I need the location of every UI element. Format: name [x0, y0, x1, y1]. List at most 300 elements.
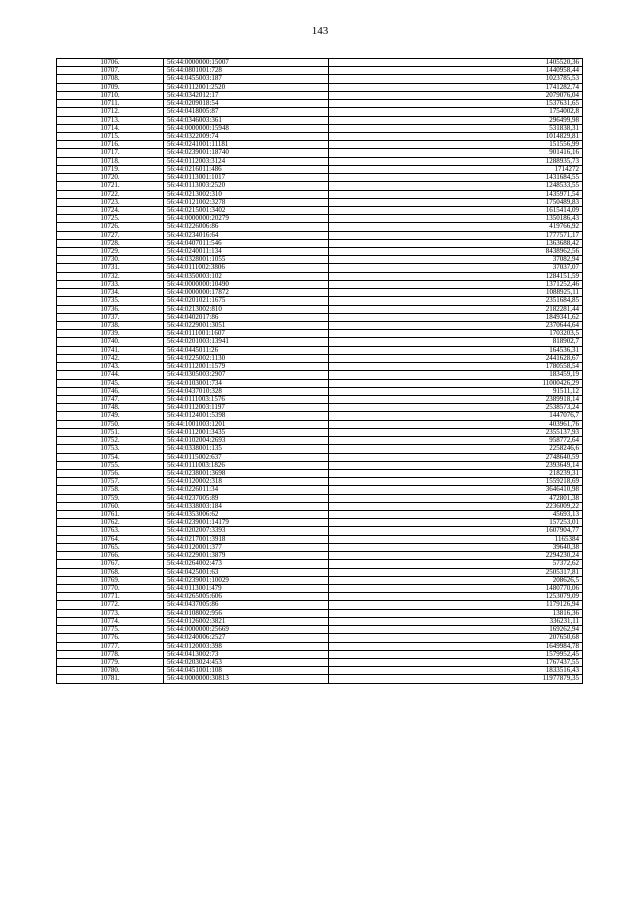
value-cell: 1649984,78 [329, 642, 583, 650]
value-cell: 1014829,81 [329, 132, 583, 140]
value-cell: 2538573,24 [329, 404, 583, 412]
row-number-cell: 10778. [57, 650, 164, 658]
cadastral-number-cell: 56:44:1001003:1201 [164, 420, 329, 428]
value-cell: 958772,64 [329, 437, 583, 445]
page-number: 143 [311, 25, 329, 37]
row-number-cell: 10775. [57, 626, 164, 634]
row-number-cell: 10738. [57, 322, 164, 330]
table-row [57, 239, 583, 247]
table-row [57, 297, 583, 305]
row-number-cell: 10755. [57, 461, 164, 469]
cadastral-number-cell: 56:44:0202007:3393 [164, 527, 329, 535]
row-number-cell: 10736. [57, 305, 164, 313]
table-row [57, 437, 583, 445]
row-number-cell: 10739. [57, 330, 164, 338]
row-number-cell: 10777. [57, 642, 164, 650]
cadastral-number-cell: 56:44:0322009:74 [164, 132, 329, 140]
value-cell: 1714272 [329, 165, 583, 173]
table-row [57, 552, 583, 560]
cadastral-number-cell: 56:44:0121002:3278 [164, 198, 329, 206]
row-number-cell: 10743. [57, 363, 164, 371]
value-cell: 1833516,43 [329, 667, 583, 675]
row-number-cell: 10707. [57, 67, 164, 75]
value-cell: 2182281,44 [329, 305, 583, 313]
table-row [57, 313, 583, 321]
value-cell: 37037,07 [329, 264, 583, 272]
value-cell: 1480770,06 [329, 585, 583, 593]
table-row [57, 634, 583, 642]
table-row [57, 420, 583, 428]
cadastral-number-cell: 56:44:0239001:10029 [164, 576, 329, 584]
table-row [57, 412, 583, 420]
cadastral-number-cell: 56:44:0240011:134 [164, 248, 329, 256]
row-number-cell: 10711. [57, 100, 164, 108]
value-cell: 1435971,54 [329, 190, 583, 198]
value-cell: 2748640,59 [329, 453, 583, 461]
table-row [57, 231, 583, 239]
registry-table [56, 58, 583, 684]
value-cell: 37082,94 [329, 256, 583, 264]
cadastral-number-cell: 56:44:0000000:10490 [164, 280, 329, 288]
value-cell: 157253,01 [329, 519, 583, 527]
value-cell: 1371252,46 [329, 280, 583, 288]
value-cell: 1750489,83 [329, 198, 583, 206]
table-row [57, 346, 583, 354]
table-row [57, 149, 583, 157]
table-row [57, 264, 583, 272]
cadastral-number-cell: 56:44:0418005:87 [164, 108, 329, 116]
value-cell: 1363688,42 [329, 239, 583, 247]
cadastral-number-cell: 56:44:0102004:2693 [164, 437, 329, 445]
cadastral-number-cell: 56:44:0455003:187 [164, 75, 329, 83]
row-number-cell: 10725. [57, 215, 164, 223]
cadastral-number-cell: 56:44:0353006:62 [164, 511, 329, 519]
value-cell: 1607904,77 [329, 527, 583, 535]
cadastral-number-cell: 56:44:0445011:26 [164, 346, 329, 354]
table-row [57, 478, 583, 486]
table-row [57, 601, 583, 609]
row-number-cell: 10770. [57, 585, 164, 593]
cadastral-number-cell: 56:44:0113001:1017 [164, 174, 329, 182]
value-cell: 1431684,55 [329, 174, 583, 182]
cadastral-number-cell: 56:44:0120003:398 [164, 642, 329, 650]
table-row [57, 108, 583, 116]
row-number-cell: 10774. [57, 617, 164, 625]
cadastral-number-cell: 56:44:0000000:15007 [164, 59, 329, 67]
value-cell: 1350186,43 [329, 215, 583, 223]
row-number-cell: 10740. [57, 338, 164, 346]
table-row [57, 667, 583, 675]
row-number-cell: 10767. [57, 560, 164, 568]
row-number-cell: 10733. [57, 280, 164, 288]
value-cell: 818902,7 [329, 338, 583, 346]
value-cell: 11977879,35 [329, 675, 583, 683]
value-cell: 1248533,55 [329, 182, 583, 190]
cadastral-number-cell: 56:44:0229001:3879 [164, 552, 329, 560]
table-row [57, 75, 583, 83]
cadastral-number-cell: 56:44:0108002:956 [164, 609, 329, 617]
value-cell: 1088925,11 [329, 289, 583, 297]
cadastral-number-cell: 56:44:0226006:86 [164, 223, 329, 231]
cadastral-number-cell: 56:44:0238001:3698 [164, 469, 329, 477]
row-number-cell: 10715. [57, 132, 164, 140]
row-number-cell: 10734. [57, 289, 164, 297]
row-number-cell: 10753. [57, 445, 164, 453]
value-cell: 11000426,29 [329, 379, 583, 387]
value-cell: 2355137,93 [329, 428, 583, 436]
cadastral-number-cell: 56:44:0425001:63 [164, 568, 329, 576]
row-number-cell: 10756. [57, 469, 164, 477]
table-row [57, 272, 583, 280]
value-cell: 3646410,98 [329, 486, 583, 494]
row-number-cell: 10748. [57, 404, 164, 412]
value-cell: 8438962,56 [329, 248, 583, 256]
cadastral-number-cell: 56:44:0226011:34 [164, 486, 329, 494]
value-cell: 1165384 [329, 535, 583, 543]
table-row [57, 363, 583, 371]
cadastral-number-cell: 56:44:0112003:3124 [164, 157, 329, 165]
value-cell: 1447076,7 [329, 412, 583, 420]
value-cell: 218239,31 [329, 469, 583, 477]
cadastral-number-cell: 56:44:0120002:318 [164, 478, 329, 486]
value-cell: 403961,76 [329, 420, 583, 428]
table-row [57, 494, 583, 502]
table-row [57, 330, 583, 338]
cadastral-number-cell: 56:44:0265005:606 [164, 593, 329, 601]
row-number-cell: 10726. [57, 223, 164, 231]
cadastral-number-cell: 56:44:0111003:1826 [164, 461, 329, 469]
row-number-cell: 10706. [57, 59, 164, 67]
row-number-cell: 10780. [57, 667, 164, 675]
cadastral-number-cell: 56:44:0346003:361 [164, 116, 329, 124]
value-cell: 1703203,5 [329, 330, 583, 338]
cadastral-number-cell: 56:44:0201021:1675 [164, 297, 329, 305]
value-cell: 91511,12 [329, 387, 583, 395]
row-number-cell: 10779. [57, 658, 164, 666]
cadastral-number-cell: 56:44:0112001:1579 [164, 363, 329, 371]
cadastral-number-cell: 56:44:0000000:17872 [164, 289, 329, 297]
value-cell: 1288935,73 [329, 157, 583, 165]
table-row [57, 535, 583, 543]
table-row [57, 289, 583, 297]
value-cell: 1777571,17 [329, 231, 583, 239]
cadastral-number-cell: 56:44:0225002:1130 [164, 354, 329, 362]
table-row [57, 519, 583, 527]
value-cell: 1754002,8 [329, 108, 583, 116]
table-row [57, 642, 583, 650]
cadastral-number-cell: 56:44:0124001:5398 [164, 412, 329, 420]
cadastral-number-cell: 56:44:0239001:18740 [164, 149, 329, 157]
cadastral-number-cell: 56:44:0000000:15948 [164, 124, 329, 132]
table-row [57, 190, 583, 198]
value-cell: 183459,19 [329, 371, 583, 379]
row-number-cell: 10716. [57, 141, 164, 149]
row-number-cell: 10776. [57, 634, 164, 642]
cadastral-number-cell: 56:44:0402017:86 [164, 313, 329, 321]
cadastral-number-cell: 56:44:0112001:3435 [164, 428, 329, 436]
cadastral-number-cell: 56:44:0342012:17 [164, 91, 329, 99]
value-cell: 296499,98 [329, 116, 583, 124]
table-row [57, 543, 583, 551]
table-row [57, 371, 583, 379]
row-number-cell: 10764. [57, 535, 164, 543]
cadastral-number-cell: 56:44:0111002:3806 [164, 264, 329, 272]
cadastral-number-cell: 56:44:0111001:1607 [164, 330, 329, 338]
table-row [57, 165, 583, 173]
value-cell: 1615414,09 [329, 206, 583, 214]
value-cell: 2505317,81 [329, 568, 583, 576]
table-row [57, 124, 583, 132]
cadastral-number-cell: 56:44:0451001:108 [164, 667, 329, 675]
row-number-cell: 10718. [57, 157, 164, 165]
row-number-cell: 10732. [57, 272, 164, 280]
value-cell: 1780558,54 [329, 363, 583, 371]
row-number-cell: 10709. [57, 83, 164, 91]
row-number-cell: 10730. [57, 256, 164, 264]
table-row [57, 585, 583, 593]
value-cell: 45693,13 [329, 511, 583, 519]
value-cell: 1253079,09 [329, 593, 583, 601]
row-number-cell: 10722. [57, 190, 164, 198]
cadastral-number-cell: 56:44:0113003:2520 [164, 182, 329, 190]
row-number-cell: 10731. [57, 264, 164, 272]
cadastral-number-cell: 56:44:0113001:479 [164, 585, 329, 593]
table-row [57, 248, 583, 256]
table-row [57, 387, 583, 395]
table-row [57, 511, 583, 519]
table-row [57, 206, 583, 214]
value-cell: 2370644,64 [329, 322, 583, 330]
value-cell: 57372,62 [329, 560, 583, 568]
row-number-cell: 10712. [57, 108, 164, 116]
table-row [57, 354, 583, 362]
table-row [57, 59, 583, 67]
row-number-cell: 10751. [57, 428, 164, 436]
row-number-cell: 10761. [57, 511, 164, 519]
value-cell: 1849341,62 [329, 313, 583, 321]
cadastral-number-cell: 56:44:0000000:30813 [164, 675, 329, 683]
table-row [57, 256, 583, 264]
table-row [57, 609, 583, 617]
table-row [57, 445, 583, 453]
cadastral-number-cell: 56:44:0264002:473 [164, 560, 329, 568]
table-row [57, 338, 583, 346]
table-row [57, 67, 583, 75]
cadastral-number-cell: 56:44:0407011:546 [164, 239, 329, 247]
row-number-cell: 10729. [57, 248, 164, 256]
row-number-cell: 10749. [57, 412, 164, 420]
cadastral-number-cell: 56:44:0413002:73 [164, 650, 329, 658]
table-row [57, 527, 583, 535]
row-number-cell: 10762. [57, 519, 164, 527]
table-row [57, 576, 583, 584]
cadastral-number-cell: 56:44:0126002:3821 [164, 617, 329, 625]
cadastral-number-cell: 56:44:0215001:3402 [164, 206, 329, 214]
value-cell: 169262,94 [329, 626, 583, 634]
cadastral-number-cell: 56:44:0213002:810 [164, 305, 329, 313]
table-row [57, 675, 583, 683]
row-number-cell: 10745. [57, 379, 164, 387]
table-row [57, 198, 583, 206]
row-number-cell: 10719. [57, 165, 164, 173]
cadastral-number-cell: 56:44:0234016:64 [164, 231, 329, 239]
table-row [57, 650, 583, 658]
row-number-cell: 10768. [57, 568, 164, 576]
value-cell: 1537631,65 [329, 100, 583, 108]
cadastral-number-cell: 56:44:0437005:86 [164, 601, 329, 609]
table-row [57, 461, 583, 469]
value-cell: 39640,38 [329, 543, 583, 551]
row-number-cell: 10713. [57, 116, 164, 124]
table-row [57, 91, 583, 99]
cadastral-number-cell: 56:44:0000000:25669 [164, 626, 329, 634]
value-cell: 2389918,14 [329, 395, 583, 403]
table-row [57, 617, 583, 625]
row-number-cell: 10721. [57, 182, 164, 190]
table-row [57, 305, 583, 313]
row-number-cell: 10742. [57, 354, 164, 362]
row-number-cell: 10771. [57, 593, 164, 601]
row-number-cell: 10737. [57, 313, 164, 321]
value-cell: 2351684,85 [329, 297, 583, 305]
table-row [57, 469, 583, 477]
row-number-cell: 10744. [57, 371, 164, 379]
value-cell: 472801,38 [329, 494, 583, 502]
table-row [57, 215, 583, 223]
row-number-cell: 10773. [57, 609, 164, 617]
cadastral-number-cell: 56:44:0111003:1576 [164, 395, 329, 403]
cadastral-number-cell: 56:44:0338001:135 [164, 445, 329, 453]
table-row [57, 395, 583, 403]
value-cell: 336231,11 [329, 617, 583, 625]
cadastral-number-cell: 56:44:0112003:1197 [164, 404, 329, 412]
table-row [57, 157, 583, 165]
table-row [57, 223, 583, 231]
row-number-cell: 10752. [57, 437, 164, 445]
table-row [57, 379, 583, 387]
value-cell: 2236009,22 [329, 502, 583, 510]
table-row [57, 132, 583, 140]
value-cell: 531838,31 [329, 124, 583, 132]
table-row [57, 141, 583, 149]
cadastral-number-cell: 56:44:0305003:2907 [164, 371, 329, 379]
cadastral-number-cell: 56:44:0209018:54 [164, 100, 329, 108]
row-number-cell: 10710. [57, 91, 164, 99]
cadastral-number-cell: 56:44:0328001:1055 [164, 256, 329, 264]
cadastral-number-cell: 56:44:0338003:184 [164, 502, 329, 510]
cadastral-number-cell: 56:44:0229001:3051 [164, 322, 329, 330]
cadastral-number-cell: 56:44:0350003:102 [164, 272, 329, 280]
row-number-cell: 10720. [57, 174, 164, 182]
value-cell: 164536,31 [329, 346, 583, 354]
table-row [57, 116, 583, 124]
row-number-cell: 10708. [57, 75, 164, 83]
row-number-cell: 10760. [57, 502, 164, 510]
table-row [57, 182, 583, 190]
row-number-cell: 10724. [57, 206, 164, 214]
row-number-cell: 10728. [57, 239, 164, 247]
cadastral-number-cell: 56:44:0115002:637 [164, 453, 329, 461]
value-cell: 1284151,59 [329, 272, 583, 280]
value-cell: 207650,68 [329, 634, 583, 642]
cadastral-number-cell: 56:44:0239001:14179 [164, 519, 329, 527]
value-cell: 1440958,44 [329, 67, 583, 75]
row-number-cell: 10766. [57, 552, 164, 560]
cadastral-number-cell: 56:44:0217001:3918 [164, 535, 329, 543]
registry-table-body [57, 59, 583, 684]
value-cell: 2079076,04 [329, 91, 583, 99]
cadastral-number-cell: 56:44:0203024:453 [164, 658, 329, 666]
value-cell: 151556,99 [329, 141, 583, 149]
row-number-cell: 10754. [57, 453, 164, 461]
cadastral-number-cell: 56:44:0216011:486 [164, 165, 329, 173]
cadastral-number-cell: 56:44:0240006:2527 [164, 634, 329, 642]
cadastral-number-cell: 56:44:0241001:11181 [164, 141, 329, 149]
value-cell: 2294230,24 [329, 552, 583, 560]
row-number-cell: 10765. [57, 543, 164, 551]
row-number-cell: 10714. [57, 124, 164, 132]
table-row [57, 100, 583, 108]
table-row [57, 560, 583, 568]
row-number-cell: 10772. [57, 601, 164, 609]
value-cell: 1023785,53 [329, 75, 583, 83]
value-cell: 2393649,14 [329, 461, 583, 469]
table-row [57, 626, 583, 634]
table-row [57, 428, 583, 436]
row-number-cell: 10746. [57, 387, 164, 395]
table-row [57, 658, 583, 666]
value-cell: 2258246,6 [329, 445, 583, 453]
table-row [57, 568, 583, 576]
row-number-cell: 10759. [57, 494, 164, 502]
cadastral-number-cell: 56:44:0237005:89 [164, 494, 329, 502]
table-row [57, 83, 583, 91]
value-cell: 1405520,36 [329, 59, 583, 67]
row-number-cell: 10763. [57, 527, 164, 535]
table-row [57, 404, 583, 412]
table-row [57, 280, 583, 288]
cadastral-number-cell: 56:44:0213002:310 [164, 190, 329, 198]
value-cell: 2441628,67 [329, 354, 583, 362]
cadastral-number-cell: 56:44:0000000:20279 [164, 215, 329, 223]
row-number-cell: 10723. [57, 198, 164, 206]
row-number-cell: 10750. [57, 420, 164, 428]
row-number-cell: 10758. [57, 486, 164, 494]
value-cell: 208626,5 [329, 576, 583, 584]
cadastral-number-cell: 56:44:0112001:2520 [164, 83, 329, 91]
row-number-cell: 10735. [57, 297, 164, 305]
table-row [57, 502, 583, 510]
row-number-cell: 10717. [57, 149, 164, 157]
cadastral-number-cell: 56:44:0103001:734 [164, 379, 329, 387]
cadastral-number-cell: 56:44:0201003:13941 [164, 338, 329, 346]
table-row [57, 174, 583, 182]
table-row [57, 453, 583, 461]
row-number-cell: 10741. [57, 346, 164, 354]
cadastral-number-cell: 56:44:0120001:377 [164, 543, 329, 551]
value-cell: 13816,36 [329, 609, 583, 617]
cadastral-number-cell: 56:44:0437010:328 [164, 387, 329, 395]
value-cell: 1559218,69 [329, 478, 583, 486]
table-row [57, 593, 583, 601]
row-number-cell: 10747. [57, 395, 164, 403]
row-number-cell: 10769. [57, 576, 164, 584]
value-cell: 419766,92 [329, 223, 583, 231]
row-number-cell: 10757. [57, 478, 164, 486]
row-number-cell: 10781. [57, 675, 164, 683]
row-number-cell: 10727. [57, 231, 164, 239]
value-cell: 1741282,74 [329, 83, 583, 91]
